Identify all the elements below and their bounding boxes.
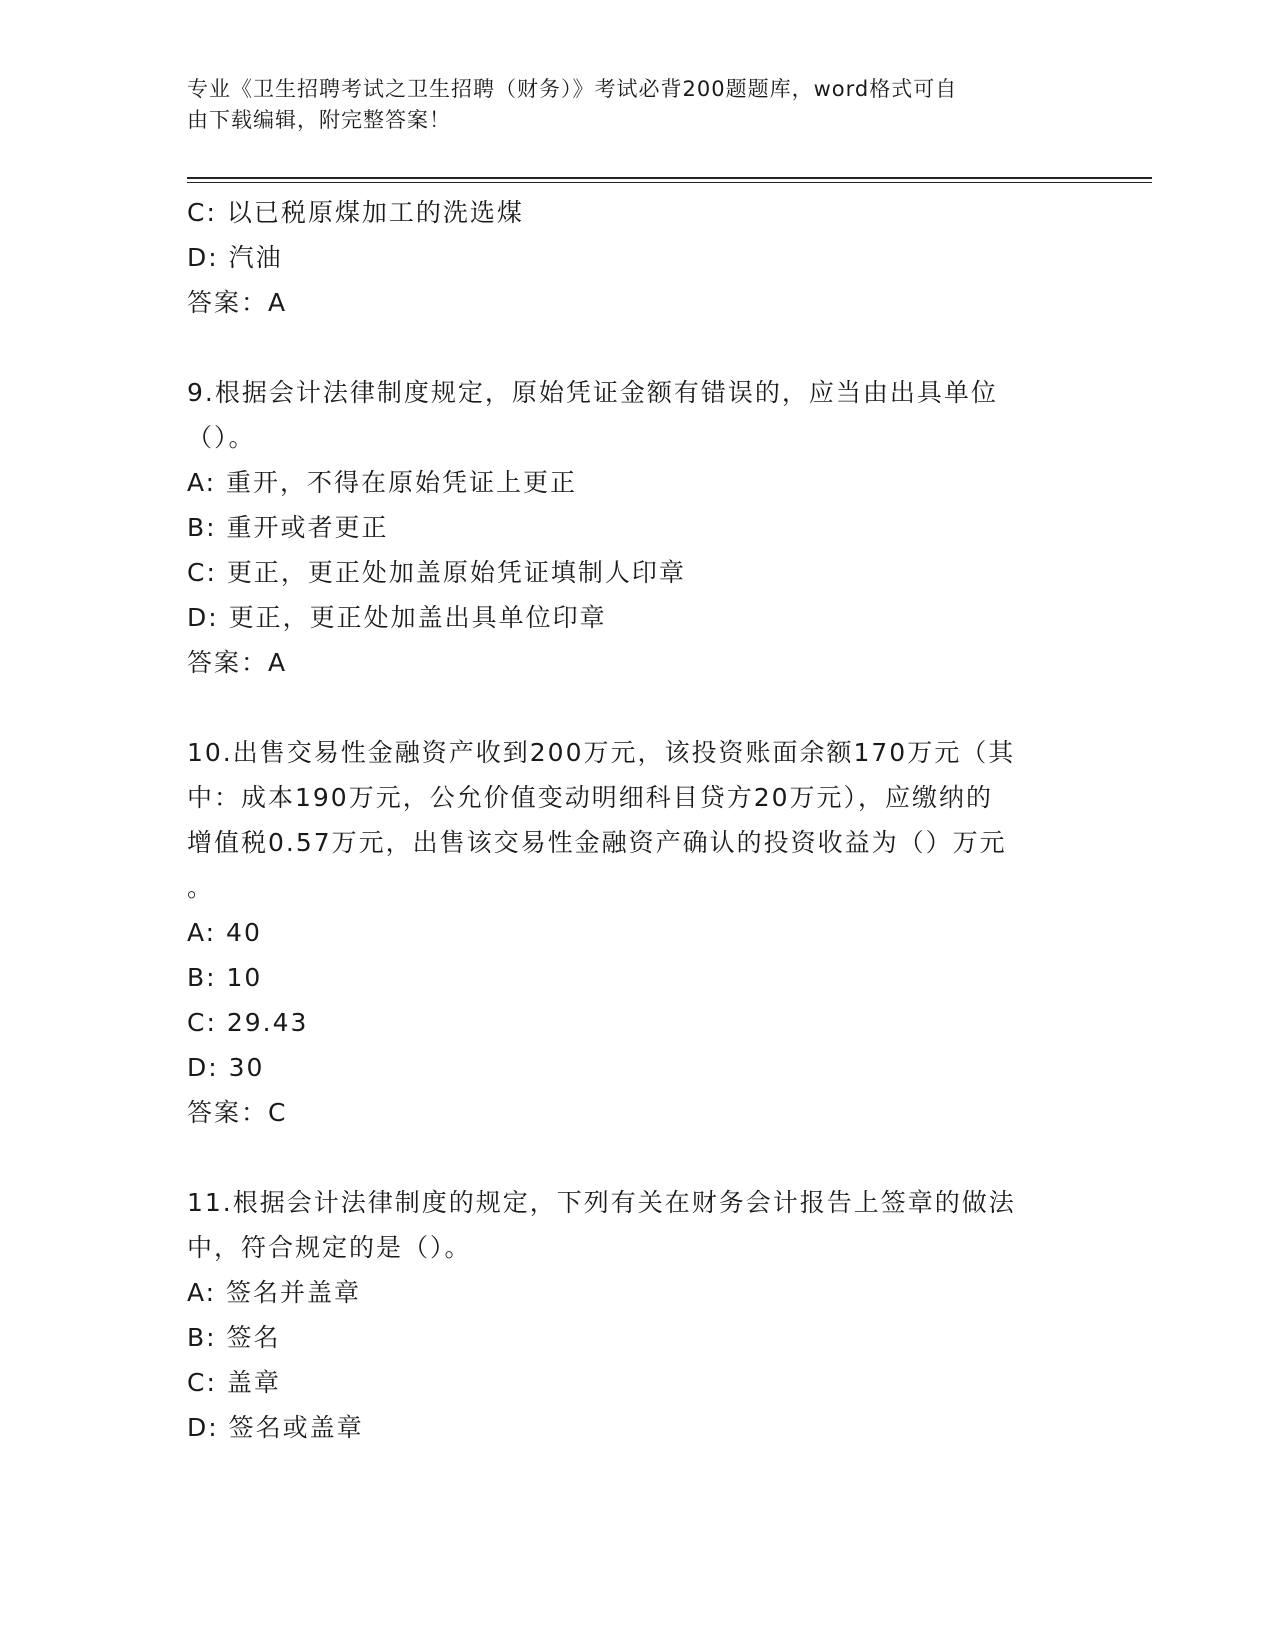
option-d: D: 30	[187, 1053, 265, 1082]
question-stem: 中：成本190万元，公允价值变动明细科目贷方20万元），应缴纳的	[187, 783, 994, 812]
question-8-tail	[187, 190, 1087, 325]
question-11	[187, 1180, 1087, 1450]
option-d: D: 汽油	[187, 243, 283, 272]
question-stem: 10.出售交易性金融资产收到200万元，该投资账面余额170万元（其	[187, 738, 1016, 767]
header-divider-thin	[187, 182, 1152, 183]
header-line-1: 专业《卫生招聘考试之卫生招聘（财务）》考试必背200题题库，word格式可自	[187, 77, 958, 101]
document-header	[187, 74, 1067, 136]
header-line-2: 由下载编辑，附完整答案！	[187, 108, 451, 132]
option-c: C: 盖章	[187, 1368, 281, 1397]
header-divider-thick	[187, 177, 1152, 179]
option-d: D: 更正，更正处加盖出具单位印章	[187, 603, 607, 632]
option-c: C: 更正，更正处加盖原始凭证填制人印章	[187, 558, 686, 587]
question-list	[187, 190, 1087, 1450]
question-9	[187, 370, 1087, 685]
question-10	[187, 730, 1087, 1135]
option-b: B: 签名	[187, 1323, 281, 1352]
option-a: A: 40	[187, 918, 262, 947]
question-stem: 。	[187, 873, 215, 902]
option-d: D: 签名或盖章	[187, 1413, 364, 1442]
question-stem: （）。	[187, 423, 256, 452]
option-c: C: 以已税原煤加工的洗选煤	[187, 198, 524, 227]
option-c: C: 29.43	[187, 1008, 309, 1037]
answer: 答案：C	[187, 1098, 288, 1127]
question-stem: 9.根据会计法律制度规定，原始凭证金额有错误的，应当由出具单位	[187, 378, 998, 407]
option-a: A: 签名并盖章	[187, 1278, 362, 1307]
spacer	[187, 1135, 1087, 1180]
question-stem: 中，符合规定的是（）。	[187, 1233, 472, 1262]
option-a: A: 重开，不得在原始凭证上更正	[187, 468, 578, 497]
question-stem: 增值税0.57万元，出售该交易性金融资产确认的投资收益为（）万元	[187, 828, 1007, 857]
spacer	[187, 685, 1087, 730]
spacer	[187, 325, 1087, 370]
option-b: B: 10	[187, 963, 263, 992]
question-stem: 11.根据会计法律制度的规定，下列有关在财务会计报告上签章的做法	[187, 1188, 1016, 1217]
option-b: B: 重开或者更正	[187, 513, 389, 542]
answer: 答案：A	[187, 648, 288, 677]
answer: 答案：A	[187, 288, 288, 317]
